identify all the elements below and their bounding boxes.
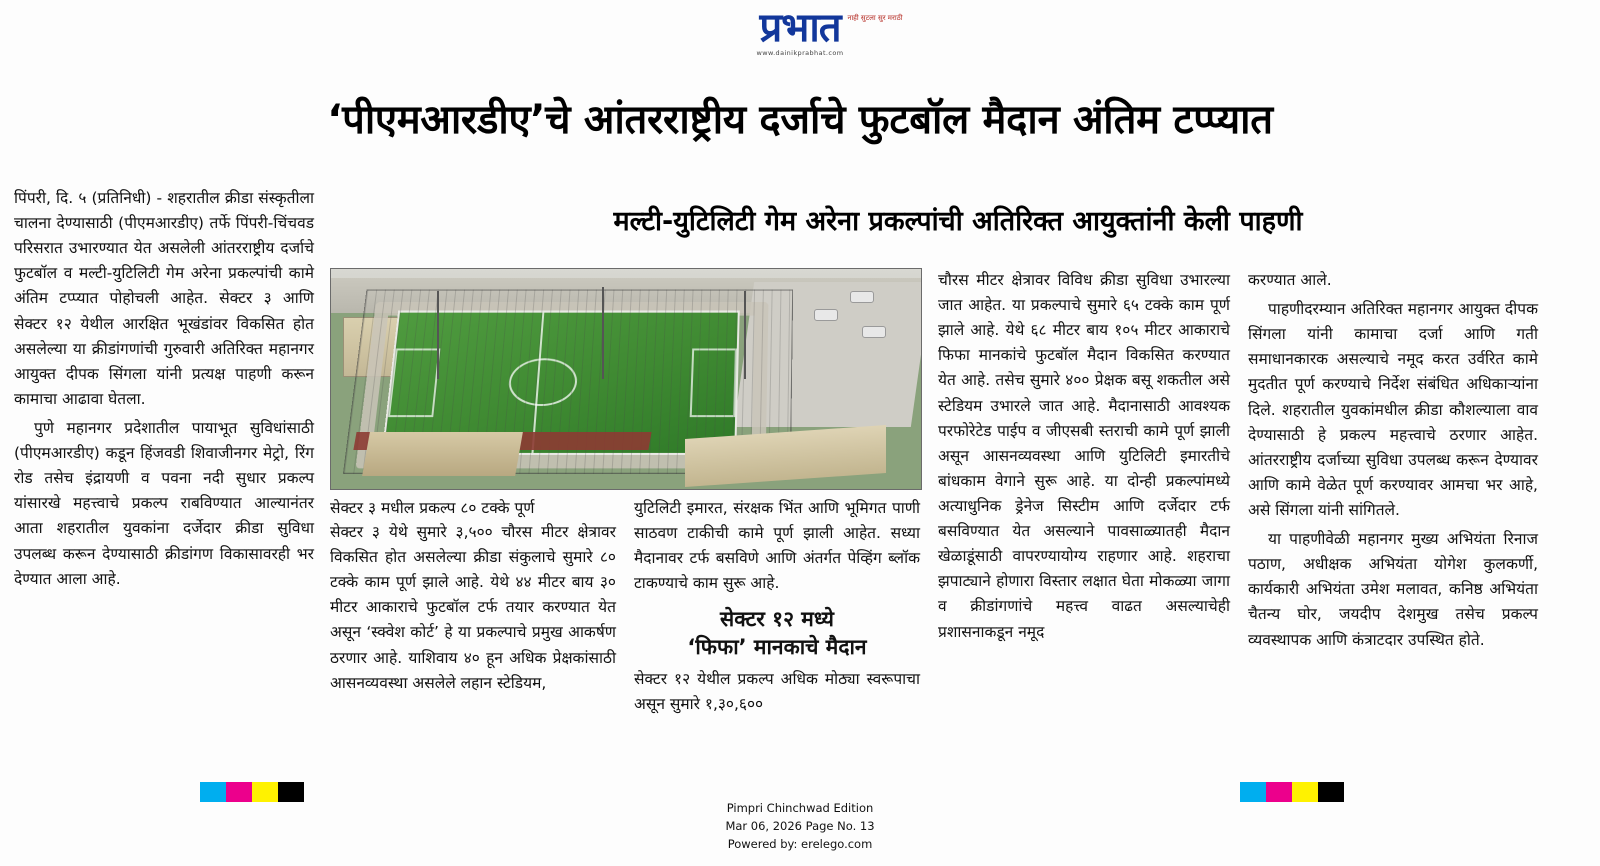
page-title: ‘पीएमआरडीए’चे आंतरराष्ट्रीय दर्जाचे फुटबॉल मैदान अंतिम टप्प्यात: [327, 97, 1273, 143]
color-registration-bar-left: [200, 782, 304, 802]
paragraph: चौरस मीटर क्षेत्रावर विविध क्रीडा सुविधा उभारल्या जात आहेत. या प्रकल्पाचे सुमारे ६५ टक्के काम पूर्ण झाले आहे. येथे ६८ मीटर बाय १०५ मीटर आकाराचे फिफा मानकांचे फुटबॉल मैदान विकसित करण्यात येत आहे. तसेच सुमारे ४०० प्रेक्षक बसू शकतील असे स्टेडियम उभारले जात आहे. मैदानासाठी आवश्यक परफोरेटेड पाईप व जीएसबी स्तराची कामे पूर्ण झाली असून आसनव्यवस्था आणि युटिलिटी इमारतीचे बांधकाम वेगाने सुरू आहे. या दोन्ही प्रकल्पांमध्ये अत्याधुनिक ड्रेनेज सिस्टीम आणि दर्जेदार टर्फ बसविण्यात येत असल्याने पावसाळ्यातही मैदान खेळाडूंसाठी वापरण्यायोग्य राहणार आहे. शहराचा झपाट्याने होणारा विस्तार लक्षात घेता मोकळ्या जागा व क्रीडांगणांचे महत्त्व वाढत असल्याचेही प्रशासनाकडून नमूद: [938, 271, 1230, 641]
masthead-title: प्रभात: [759, 5, 841, 51]
photo-caption: सेक्टर ३ मधील प्रकल्प ८० टक्के पूर्ण: [330, 499, 535, 517]
color-swatch-yellow: [252, 782, 278, 802]
article-column-5: [1248, 268, 1538, 657]
paragraph: पिंपरी, दि. ५ (प्रतिनिधी) - शहरातील क्रीडा संस्कृतीला चालना देण्यासाठी (पीएमआरडीए) तर्फे पिंपरी-चिंचवड परिसरात उभारण्यात येत असलेली आंतरराष्ट्रीय दर्जाचे फुटबॉल व मल्टी-युटिलिटी गेम अरेना प्रकल्पांची कामे अंतिम टप्प्यात पोहोचली आहेत. सेक्टर ३ आणि सेक्टर १२ येथील आरक्षित भूखंडांवर विकसित होत असलेल्या या क्रीडांगणांची गुरुवारी अतिरिक्त महानगर आयुक्त दीपक सिंगला यांनी प्रत्यक्ष पाहणी करून कामाचा आढावा घेतला.: [14, 189, 314, 408]
footer-edition: Pimpri Chinchwad Edition: [726, 801, 874, 815]
color-swatch-black: [1318, 782, 1344, 802]
footer-date-page: Mar 06, 2026 Page No. 13: [725, 818, 875, 833]
paragraph: करण्यात आले.: [1248, 271, 1332, 289]
color-swatch-yellow: [1292, 782, 1318, 802]
photo-floodlight-pole: [437, 291, 439, 379]
photo-car: [862, 326, 886, 338]
paragraph: पुणे महानगर प्रदेशातील पायाभूत सुविधांसाठी (पीएमआरडीए) कडून हिंजवडी शिवाजीनगर मेट्रो, रिंग रोड तसेच इंद्रायणी व पवना नदी सुधार प्रकल्प यांसारखे महत्त्वाचे प्रकल्प राबविण्यात आल्यानंतर आता शहरातील युवकांना दर्जेदार क्रीडा सुविधा उपलब्ध करून देण्यासाठी क्रीडांगण विकासावरही भर देण्यात आला आहे.: [14, 418, 314, 588]
article-column-2: [330, 520, 616, 700]
paragraph: सेक्टर ३ येथे सुमारे ३,५०० चौरस मीटर क्षेत्रावर विकसित होत असलेल्या क्रीडा संकुलाचे सुमारे ८० टक्के काम पूर्ण झाले आहे. येथे ४४ मीटर बाय ३० मीटर आकाराचे फुटबॉल टर्फ तयार करण्यात येत असून ‘स्क्वेश कोर्ट’ हे या प्रकल्पाचे प्रमुख आकर्षण ठरणार आहे. याशिवाय ४० हून अधिक प्रेक्षकांसाठी आसनव्यवस्था असलेले लहान स्टेडियम,: [330, 523, 616, 692]
paragraph: या पाहणीवेळी महानगर मुख्य अभियंता रिनाज पठाण, अधीक्षक अभियंता योगेश कुलकर्णी, कार्यकारी अभियंता उमेश मलावत, कनिष्ठ अभियंता चैतन्य घोर, जयदीप देशमुख तसेच प्रकल्प व्यवस्थापक आणि कंत्राटदार उपस्थित होते.: [1248, 530, 1538, 649]
page-footer: [0, 800, 1600, 853]
section-heading-line-1: सेक्टर १२ मध्ये: [720, 607, 834, 632]
paragraph: पाहणीदरम्यान अतिरिक्त महानगर आयुक्त दीपक सिंगला यांनी कामाचा दर्जा आणि गती समाधानकारक असल्याचे नमूद करत उर्वरित कामे मुदतीत पूर्ण करण्याचे निर्देश संबंधित अधिकाऱ्यांना दिले. शहरातील युवकांमधील क्रीडा कौशल्याला वाव देण्यासाठी हे प्रकल्प महत्त्वाचे ठरणार आहेत. आंतरराष्ट्रीय दर्जाच्या सुविधा उपलब्ध करून देण्यावर आणि कामे वेळेत पूर्ण करण्यावर आमचा भर आहे, असे सिंगला यांनी सांगितले.: [1248, 300, 1538, 519]
masthead: [0, 5, 1600, 60]
photo-floodlight-pole: [744, 291, 746, 379]
color-swatch-magenta: [226, 782, 252, 802]
masthead-url: www.dainikprabhat.com: [756, 49, 844, 57]
section-heading-line-2: ‘फिफा’ मानकाचे मैदान: [687, 634, 867, 659]
photo-floodlight-pole: [602, 287, 604, 379]
photo-car: [814, 309, 838, 321]
color-swatch-magenta: [1266, 782, 1292, 802]
masthead-logo: [756, 5, 903, 57]
article-column-3: [634, 496, 920, 721]
color-swatch-black: [278, 782, 304, 802]
paragraph: सेक्टर १२ येथील प्रकल्प अधिक मोठ्या स्वरूपाचा असून सुमारे १,३०,६००: [634, 670, 920, 714]
color-swatch-cyan: [200, 782, 226, 802]
article-photo: [330, 268, 922, 490]
color-swatch-cyan: [1240, 782, 1266, 802]
photo-car: [850, 291, 874, 303]
photo-paving-left: [363, 432, 524, 476]
footer-powered-by: Powered by: erelego.com: [727, 836, 873, 851]
color-registration-bar-right: [1240, 782, 1344, 802]
article-column-4: [938, 268, 1230, 649]
section-heading: [634, 606, 920, 661]
masthead-tagline: नाही सुटला सुर मराठी: [847, 14, 903, 22]
article-column-1: [14, 186, 314, 596]
sub-headline: मल्टी-युटिलिटी गेम अरेना प्रकल्पांची अतिरिक्त आयुक्तांनी केली पाहणी: [613, 206, 1303, 237]
paragraph: युटिलिटी इमारत, संरक्षक भिंत आणि भूमिगत पाणी साठवण टाकीची कामे पूर्ण झाली आहेत. सध्या मैदानावर टर्फ बसविणे आणि अंतर्गत पेव्हिंग ब्लॉक टाकण्याचे काम सुरू आहे.: [634, 499, 920, 593]
